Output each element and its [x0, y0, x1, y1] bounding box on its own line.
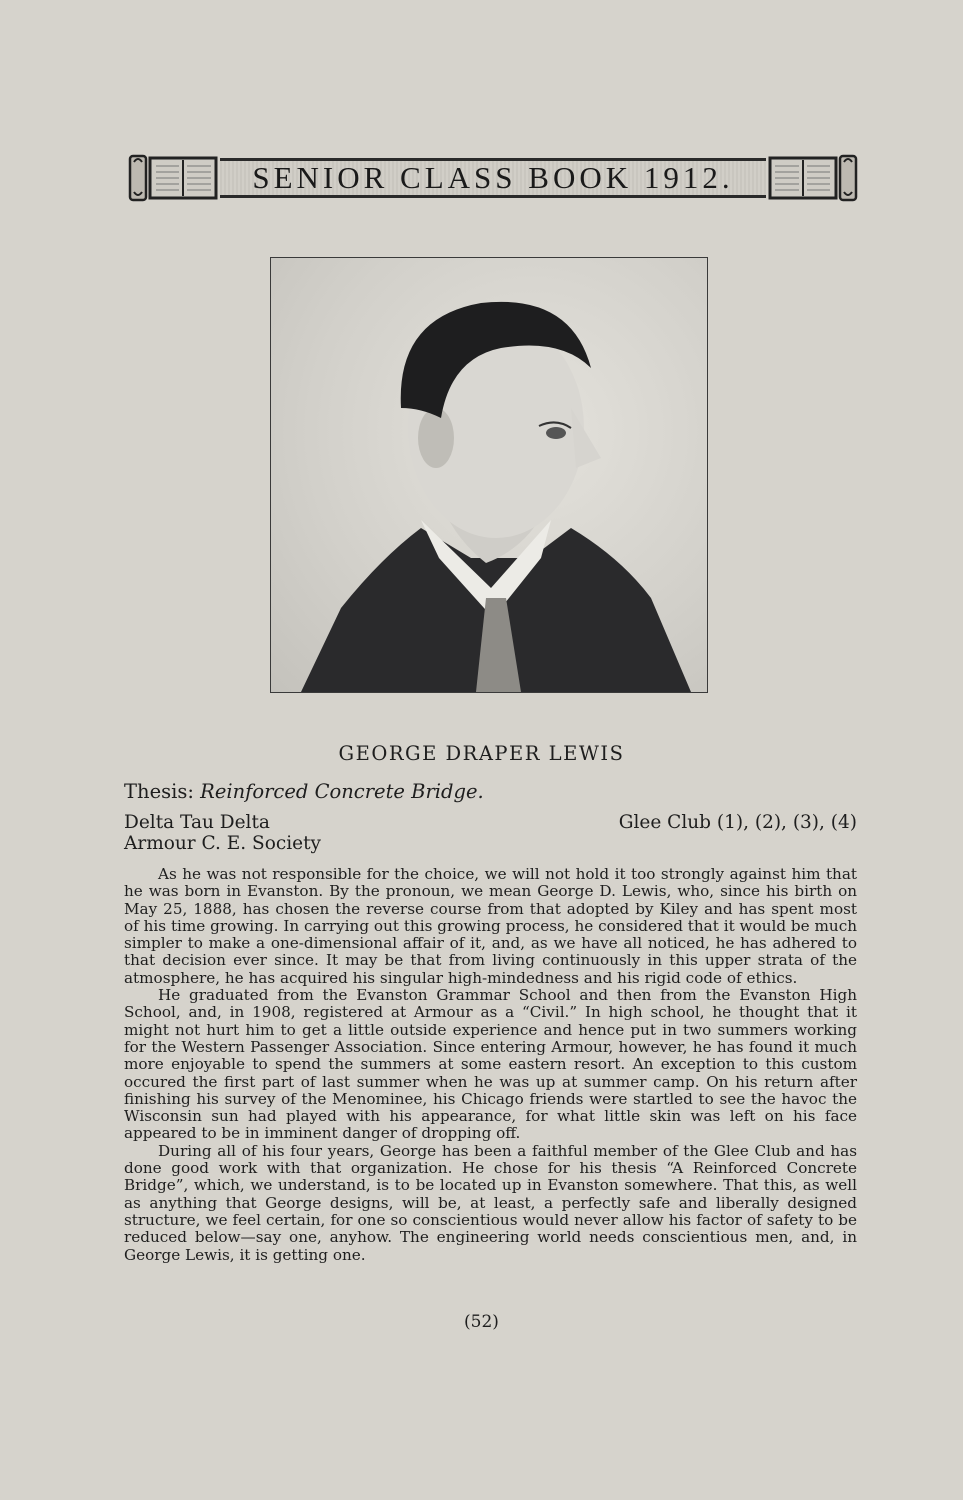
banner-bar [220, 158, 766, 198]
biography-text [124, 866, 857, 1264]
thesis-label: Thesis: [124, 780, 194, 803]
banner-title: SENIOR CLASS BOOK 1912. [252, 160, 734, 195]
organization-glee-club: Glee Club (1), (2), (3), (4) [618, 812, 857, 833]
book-ornament-icon [766, 152, 858, 204]
portrait-photo-icon [271, 258, 707, 692]
biography-paragraph: During all of his four years, George has been a faithful member of the Glee Club and has done good work with that organization. He chose for his thesis “A Reinforced Concrete Bridge”, which, we understand, is to be located up in Evanston somewhere. That this, as well as anything that George designs, will be, at least, a perfectly safe and liberally designed structure, we feel certain, for one so conscientious would never allow his factor of safety to be reduced below—say one, anyhow. The engineering world needs conscientious men, and, in George Lewis, it is getting one. [124, 1141, 857, 1264]
portrait-photo [270, 257, 708, 693]
thesis-line [124, 780, 484, 803]
biography-paragraph: He graduated from the Evanston Grammar School and then from the Evanston High School, and, in 1908, registered at Armour as a “Civil.” In high school, he thought that it might not hurt him to get a little outside experience and hence put in two summers working for the Western Passenger Association. Since entering Armour, however, he has found it much more enjoyable to spend the summers at some eastern resort. An exception to this custom occured the first part of last summer when he was up at summer camp. On his return after finishing his survey of the Menominee, his Chicago friends were startled to see the havoc the Wisconsin sun had played with his appearance, for what little skin was left on his face appeared to be in imminent danger of dropping off. [124, 986, 857, 1143]
organization-fraternity: Delta Tau Delta [124, 812, 270, 833]
page-number: (52) [464, 1312, 499, 1332]
biography-paragraph: As he was not responsible for the choice, we will not hold it too strongly against him that he was born in Evanston. By the pronoun, we mean George D. Lewis, who, since his birth on May 25, 1888, has chosen the reverse course from that adopted by Kiley and has spent most of his time growing. In carrying out this growing process, he considered that it would be much simpler to make a one-dimensional affair of it, and, as we have all noticed, he has adhered to that decision ever since. It may be that from living continuously in this upper strata of the atmosphere, he has acquired his singular high-mindedness and his rigid code of ethics. [124, 865, 857, 987]
thesis-title: Reinforced Concrete Bridge. [200, 780, 484, 803]
person-name: GEORGE DRAPER LEWIS [338, 742, 625, 765]
header-banner [128, 152, 858, 204]
book-ornament-icon [128, 152, 220, 204]
organization-society: Armour C. E. Society [124, 833, 321, 854]
